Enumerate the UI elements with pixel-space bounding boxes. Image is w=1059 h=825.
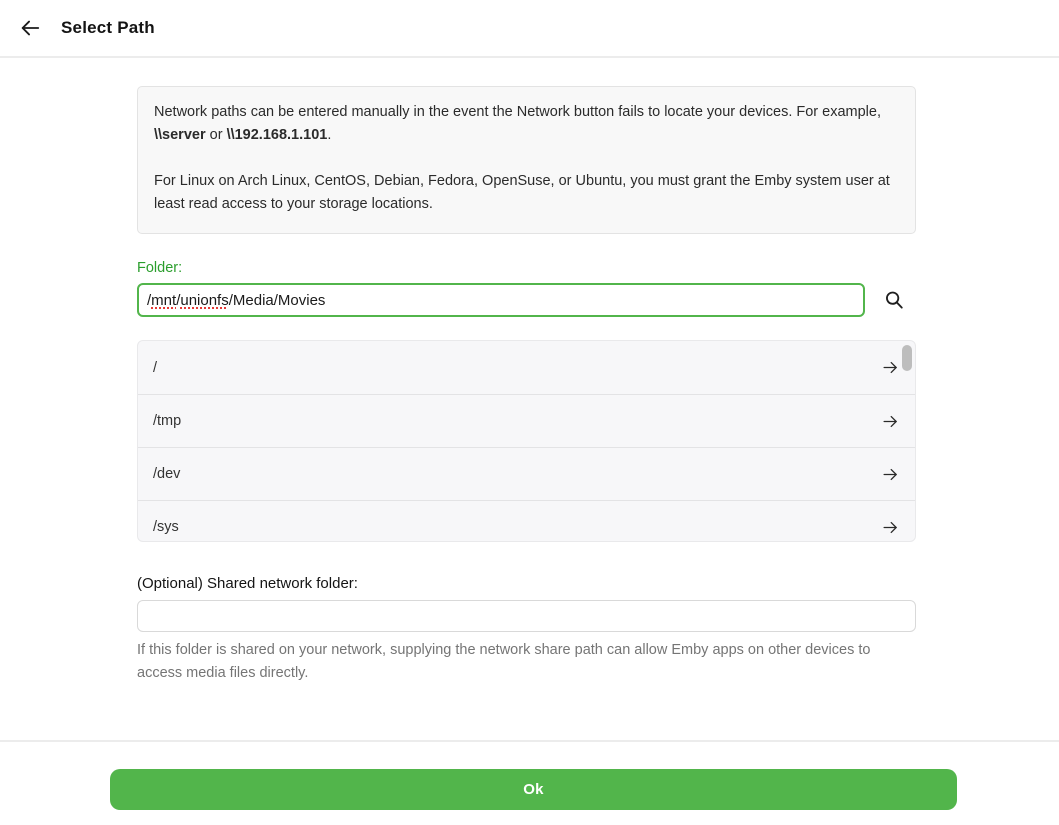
shared-network-folder-input[interactable] [137, 600, 916, 632]
folder-path-input[interactable]: / mnt / unionfs /Media/Movies [137, 283, 865, 317]
example-server-path: \\server [154, 127, 206, 143]
main-content [0, 86, 916, 685]
scrollbar-thumb[interactable] [902, 345, 912, 371]
folder-label: Folder: [137, 260, 183, 276]
header [0, 0, 1059, 58]
directory-list [137, 340, 916, 542]
folder-input-row [137, 283, 916, 317]
example-ip-path: \\192.168.1.101 [226, 127, 328, 143]
shared-network-folder-label: (Optional) Shared network folder: [137, 575, 358, 592]
arrow-right-icon [882, 413, 899, 430]
directory-path: /dev [153, 466, 181, 482]
directory-path: / [153, 359, 158, 376]
directory-list-item[interactable] [138, 394, 915, 447]
arrow-right-icon [882, 359, 899, 376]
ok-button[interactable]: Ok [110, 769, 957, 810]
back-button[interactable] [13, 11, 47, 45]
info-paragraph-2: For Linux on Arch Linux, CentOS, Debian, Fedora, OpenSuse, or Ubuntu, you must grant the Emby system user at least read access to your storage locations. [154, 173, 890, 212]
directory-list-item[interactable] [138, 447, 915, 500]
footer [0, 740, 1059, 825]
shared-network-folder-help: If this folder is shared on your network, supplying the network share path can allow Emby apps on other devices to access media files directly. [137, 642, 871, 681]
misspelled-word: unionfs [180, 291, 229, 309]
directory-list-item[interactable] [138, 341, 915, 394]
info-paragraph-1: Network paths can be entered manually in the event the Network button fails to locate your devices. For example, \\server or \\192.168.1.101. [154, 104, 881, 143]
search-icon [883, 289, 905, 311]
directory-list-item[interactable] [138, 500, 915, 542]
arrow-right-icon [882, 466, 899, 483]
info-box [137, 86, 916, 234]
page-title: Select Path [61, 18, 155, 37]
misspelled-word: mnt [151, 291, 177, 309]
arrow-right-icon [882, 519, 899, 536]
search-button[interactable] [879, 285, 909, 315]
back-arrow-icon [19, 17, 41, 39]
directory-path: /sys [153, 519, 179, 535]
directory-path: /tmp [153, 413, 182, 429]
